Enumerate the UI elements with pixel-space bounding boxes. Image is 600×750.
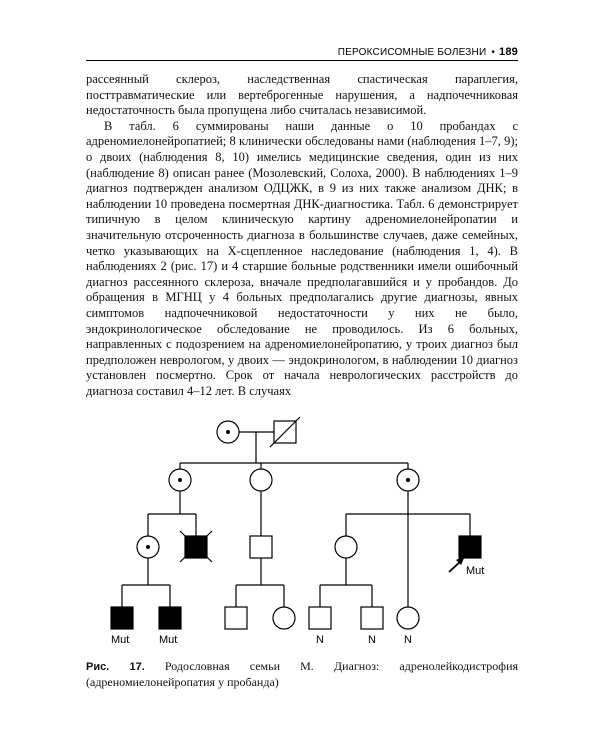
mut-label: Mut <box>111 634 130 646</box>
gen4-affected-male-2 <box>159 607 181 629</box>
header-bullet: • <box>491 47 496 58</box>
normal-label: N <box>368 634 376 646</box>
gen4-normal-female <box>397 607 419 629</box>
section-title: ПЕРОКСИСОМНЫЕ БОЛЕЗНИ <box>337 47 487 58</box>
paragraph: В табл. 6 суммированы наши данные о 10 пробандах с адреномиелонейропатией; 8 клинически обследованы нами (наблюдения 1–7, 9); о двоих (наблюдения 8, 10) имелись медицинские сведения, один из них (наблюдение 8) описан ранее (Мозолевский, Солоха, 2000). В наблюдениях 1–9 диагноз подтвержден анализом ОДЦЖК, в 9 из них также анализом ДНК; в наблюдении 10 проведена посмертная ДНК-диагностика. Табл. 6 демонстрирует типичную в целом клиническую картину адреномиелонейропатии и значительную отсроченность диагноза в большинстве случаев, даже семейных, четко указывающих на Х-сцепленное наследование (наблюдения 1, 4). В наблюдениях 2 (рис. 17) и 4 старшие больные родственники имели ошибочный диагноз рассеянного склероза, вначале предполагавшийся и у пробандов. До обращения в МГНЦ у 4 больных предполагались другие диагнозы, явных симптомов надпочечниковой недостаточности у них не было, эндокринологическое обследование не проводилось. Из 6 больных, направленных с подозрением на адреномиелонейропатию, у троих диагноз был предположен неврологом, у двоих — эндокринологом, в наблюдении 10 диагноз установлен посмертно. Срок от начала неврологических расстройств до диагноза составил 4–12 лет. В случаях <box>86 118 518 398</box>
gen4-female <box>273 607 295 629</box>
figure-caption <box>86 659 518 690</box>
gen4-normal-male-2 <box>361 607 383 629</box>
normal-label: N <box>316 634 324 646</box>
mut-label: Mut <box>159 634 178 646</box>
gen2-female-2 <box>250 469 272 491</box>
gen3-male <box>250 536 272 558</box>
carrier-dot <box>406 478 410 482</box>
gen3-proband-affected-male <box>459 536 481 558</box>
proband-mut-label: Mut <box>466 565 485 577</box>
carrier-dot <box>226 430 230 434</box>
caption-text: Родословная семьи М. Диагноз: адренолейкодистрофия (адреномиелонейропатия у пробанда) <box>86 659 519 689</box>
paragraph: рассеянный склероз, наследственная спастическая параплегия, посттравматические или вертеброгенные нарушения, а надпочечниковая недостаточность была пропущена либо считалась независимой. <box>86 72 518 118</box>
gen4-affected-male-1 <box>111 607 133 629</box>
gen3-female <box>335 536 357 558</box>
normal-label: N <box>404 634 412 646</box>
figure-label: Рис. 17. <box>86 661 145 673</box>
page-number: 189 <box>499 46 518 58</box>
gen4-normal-male-1 <box>309 607 331 629</box>
carrier-dot <box>146 545 150 549</box>
carrier-dot <box>178 478 182 482</box>
gen4-male <box>225 607 247 629</box>
